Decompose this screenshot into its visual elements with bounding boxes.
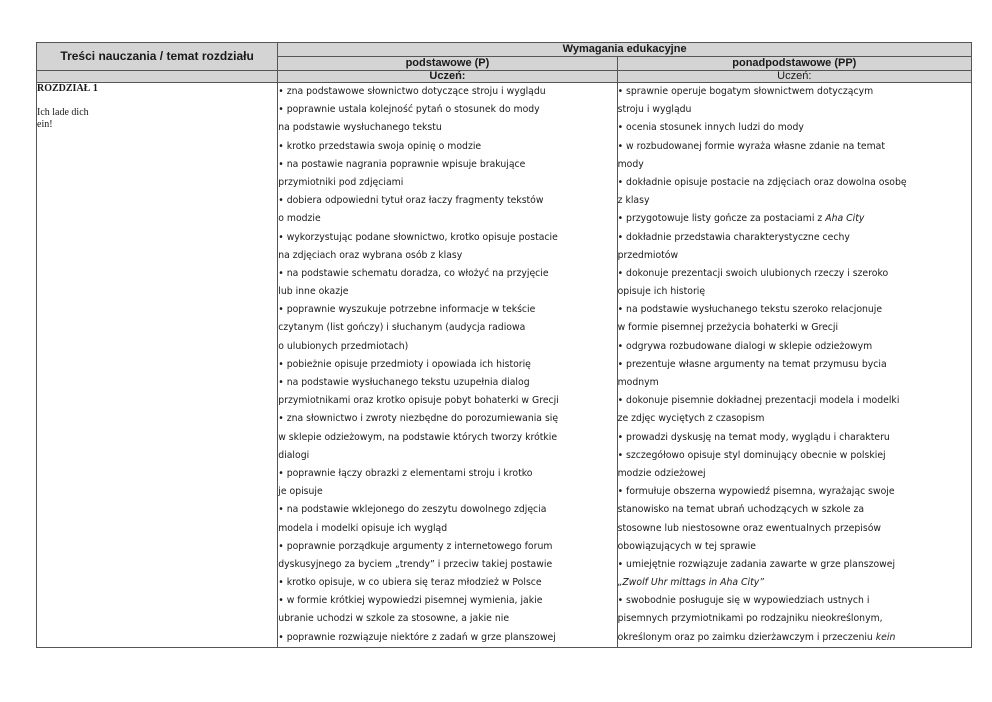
topic-cell	[37, 83, 278, 648]
advanced-line-text: modnym	[617, 377, 659, 388]
advanced-requirement-line	[618, 447, 971, 465]
advanced-line-text: • dokładnie przedstawia charakterystyczne cechy	[617, 231, 850, 243]
advanced-line-text: przedmiotów	[617, 249, 679, 261]
advanced-line-text: stroju i wyglądu	[617, 104, 692, 116]
advanced-line-text: stanowisko na temat ubrań uchodzących w szkole za	[617, 504, 865, 516]
basic-requirement-line: modela i modelki opisuje ich wygląd	[278, 522, 448, 534]
advanced-requirement-line	[618, 556, 971, 574]
chapter-label: ROZDZIAŁ 1	[37, 83, 98, 94]
basic-requirement-line: • w formie krótkiej wypowiedzi pisemnej wymienia, jakie	[278, 595, 543, 607]
advanced-line-text: określonym oraz po zaimku dzierżawczym i przeczeniu	[617, 631, 876, 643]
basic-requirement-line: czytanym (list gończy) i słuchanym (audycja radiowa	[278, 322, 526, 334]
advanced-line-text: • swobodnie posługuje się w wypowiedziach ustnych i	[617, 595, 870, 607]
advanced-requirement-line	[618, 301, 971, 319]
advanced-requirement-line	[618, 429, 971, 447]
basic-requirement-line: je opisuje	[278, 486, 323, 498]
advanced-requirement-line	[618, 520, 971, 538]
advanced-line-text: modzie odzieżowej	[617, 467, 706, 479]
basic-requirement-line: o modzie	[278, 213, 321, 225]
advanced-line-text: • sprawnie operuje bogatym słownictwem dotyczącym	[617, 86, 874, 97]
advanced-line-text: mody	[617, 158, 644, 170]
advanced-requirement-line	[618, 265, 971, 283]
advanced-line-italic: kein	[875, 631, 896, 643]
advanced-requirement-line	[618, 192, 971, 210]
advanced-line-text: • prezentuje własne argumenty na temat przymusu bycia	[617, 358, 887, 370]
requirements-header: Wymagania edukacyjne	[278, 43, 972, 57]
basic-requirement-line: • krotko opisuje, w co ubiera się teraz młodzież w Polsce	[278, 577, 542, 589]
chapter-title-line-2: ein!	[37, 119, 53, 130]
advanced-requirements-cell	[617, 83, 971, 648]
basic-requirements-cell	[278, 83, 617, 648]
basic-requirement-line: • dobiera odpowiedni tytuł oraz łaczy fragmenty tekstów	[278, 195, 544, 207]
basic-requirement-line: • poprawnie wyszukuje potrzebne informacje w tekście	[278, 304, 536, 316]
basic-requirement-line: • krotko przedstawia swoja opinię o modzie	[278, 140, 482, 152]
basic-header: podstawowe (P)	[278, 57, 617, 71]
basic-requirement-line: na zdjęciach oraz wybrana osób z klasy	[278, 249, 463, 261]
basic-requirement-line: ubranie uchodzi w szkole za stosowne, a jakie nie	[278, 613, 510, 625]
basic-requirement-line: • na podstawie wklejonego do zeszytu dowolnego zdjęcia	[278, 504, 547, 516]
advanced-line-text: • umiejętnie rozwiązuje zadania zawarte w grze planszowej	[617, 558, 896, 570]
basic-requirement-line: • pobieżnie opisuje przedmioty i opowiada ich historię	[278, 358, 531, 370]
basic-requirement-line: w sklepie odzieżowym, na podstawie których tworzy krótkie	[278, 431, 558, 443]
advanced-requirement-line	[618, 229, 971, 247]
advanced-requirement-line	[618, 174, 971, 192]
advanced-requirement-line	[618, 283, 971, 301]
advanced-requirement-line	[618, 319, 971, 337]
advanced-requirement-line	[618, 501, 971, 519]
advanced-line-text: • w rozbudowanej formie wyraża własne zdanie na temat	[617, 140, 886, 152]
basic-requirement-line: na podstawie wysłuchanego tekstu	[278, 122, 442, 134]
advanced-requirement-line	[618, 592, 971, 610]
advanced-line-text: pisemnych przymiotnikami po rodzajniku nieokreślonym,	[617, 613, 883, 625]
advanced-line-text: • dokładnie opisuje postacie na zdjęciach oraz dowolna osobę	[617, 176, 907, 188]
advanced-line-italic: „Zwolf Uhr mittags in Aha City”	[617, 577, 765, 589]
advanced-requirement-line	[618, 538, 971, 556]
advanced-header: ponadpodstawowe (PP)	[617, 57, 971, 71]
basic-requirement-line: dialogi	[278, 449, 310, 461]
basic-requirement-line: • wykorzystując podane słownictwo, krotko opisuje postacie	[278, 231, 558, 243]
advanced-line-text: opisuje ich historię	[617, 286, 706, 298]
topic-header-spacer	[37, 71, 278, 83]
advanced-requirement-line	[618, 210, 971, 228]
basic-requirement-line: • zna słownictwo i zwroty niezbędne do porozumiewania się	[278, 413, 559, 425]
basic-requirement-line: przymiotniki pod zdjęciami	[278, 176, 404, 188]
basic-requirement-line: dyskusyjnego za byciem „trendy” i przeciw takiej postawie	[278, 558, 553, 570]
basic-requirement-line: • poprawnie porządkuje argumenty z internetowego forum	[278, 540, 553, 552]
advanced-requirement-line	[618, 83, 971, 101]
advanced-requirement-line	[618, 392, 971, 410]
advanced-line-text: w formie pisemnej przeżycia bohaterki w Grecji	[617, 322, 839, 334]
advanced-requirement-line	[618, 410, 971, 428]
basic-requirement-line: • poprawnie łączy obrazki z elementami stroju i krotko	[278, 467, 533, 479]
advanced-line-italic: Aha City	[825, 213, 865, 225]
basic-requirement-line: o ulubionych przedmiotach)	[278, 340, 409, 352]
advanced-line-text: • dokonuje prezentacji swoich ulubionych rzeczy i szeroko	[617, 267, 889, 279]
advanced-line-text: • ocenia stosunek innych ludzi do mody	[617, 122, 804, 134]
advanced-requirement-line	[618, 356, 971, 374]
student-advanced-label: Uczeń:	[617, 71, 971, 83]
basic-requirement-line: • na podstawie schematu doradza, co włożyć na przyjęcie	[278, 267, 549, 279]
chapter-title-line-1: Ich lade dich	[37, 107, 89, 118]
topic-header: Treści nauczania / temat rozdziału	[37, 43, 278, 71]
advanced-requirement-line	[618, 574, 971, 592]
advanced-line-text: stosowne lub niestosowne oraz ewentualnych przepisów	[617, 522, 881, 534]
advanced-requirement-line	[618, 465, 971, 483]
advanced-requirement-line	[618, 101, 971, 119]
advanced-line-text: z klasy	[617, 195, 650, 207]
basic-requirement-line: • zna podstawowe słownictwo dotyczące stroju i wyglądu	[278, 86, 546, 97]
basic-requirement-line: • poprawnie rozwiązuje niektóre z zadań w grze planszowej	[278, 631, 556, 643]
advanced-line-text: • na podstawie wysłuchanego tekstu szeroko relacjonuje	[617, 304, 883, 316]
advanced-requirement-line	[618, 138, 971, 156]
advanced-line-text: • formułuje obszerna wypowiedź pisemna, wyrażając swoje	[617, 486, 895, 498]
advanced-line-text: • dokonuje pisemnie dokładnej prezentacji modela i modelki	[617, 395, 900, 407]
advanced-line-text: • przygotowuje listy gończe za postaciami z	[617, 213, 826, 225]
advanced-requirement-line	[618, 119, 971, 137]
advanced-line-text: • prowadzi dyskusję na temat mody, wyglądu i charakteru	[617, 431, 890, 443]
basic-requirement-line: • poprawnie ustala kolejność pytań o stosunek do mody	[278, 104, 540, 116]
advanced-line-text: obowiązujących w tej sprawie	[617, 540, 757, 552]
advanced-requirement-line	[618, 610, 971, 628]
basic-requirement-line: • na postawie nagrania poprawnie wpisuje brakujące	[278, 158, 526, 170]
advanced-requirement-line	[618, 374, 971, 392]
basic-requirement-line: lub inne okazje	[278, 286, 349, 298]
advanced-requirement-line	[618, 629, 971, 647]
basic-requirement-line: przymiotnikami oraz krotko opisuje pobyt bohaterki w Grecji	[278, 395, 559, 407]
advanced-line-text: • szczegółowo opisuje styl dominujący obecnie w polskiej	[617, 449, 886, 461]
basic-requirement-line: • na podstawie wysłuchanego tekstu uzupełnia dialog	[278, 377, 530, 388]
student-basic-label: Uczeń:	[278, 71, 617, 83]
advanced-line-text: • odgrywa rozbudowane dialogi w sklepie odzieżowym	[617, 340, 873, 352]
advanced-requirement-line	[618, 483, 971, 501]
advanced-requirement-line	[618, 338, 971, 356]
advanced-requirement-line	[618, 156, 971, 174]
requirements-table	[36, 42, 972, 648]
advanced-line-text: ze zdjęc wyciętych z czasopism	[617, 413, 765, 425]
advanced-requirement-line	[618, 247, 971, 265]
